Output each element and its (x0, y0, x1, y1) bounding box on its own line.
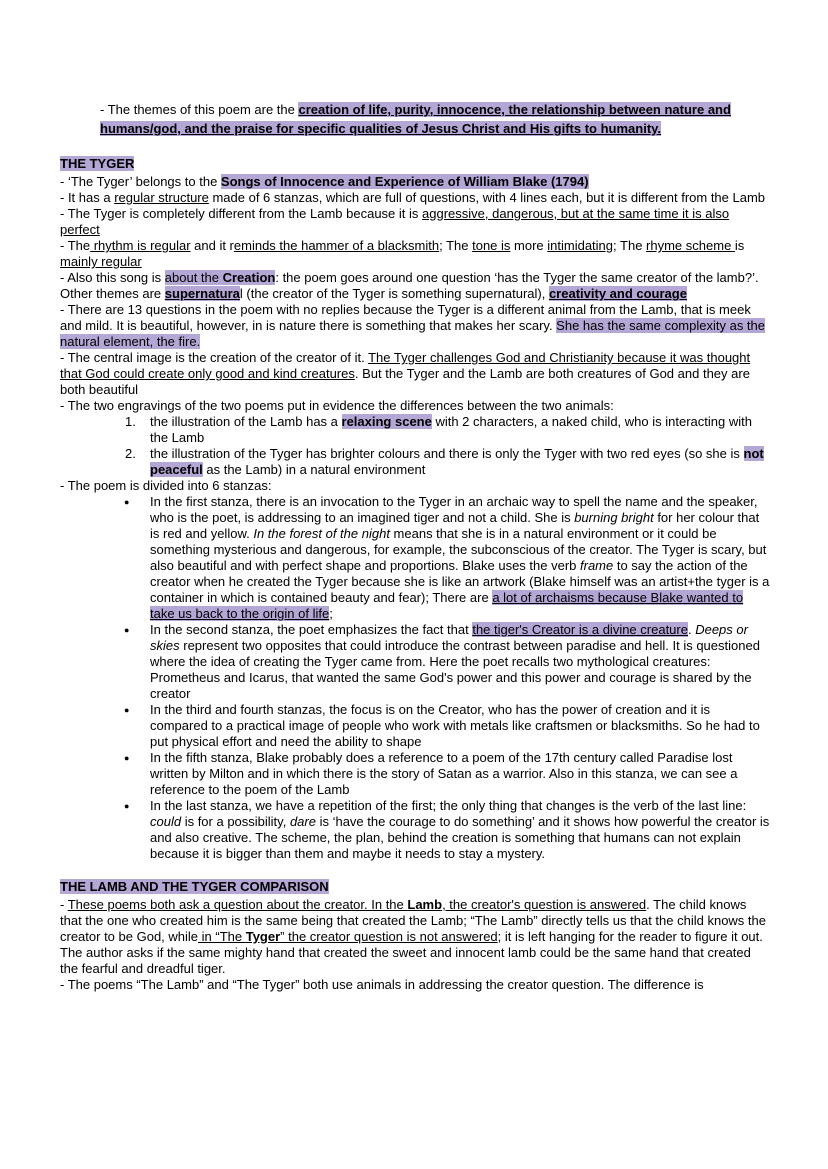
themes-paragraph: - The themes of this poem are the creation of life, purity, innocence, the relationship between nature and humans/god, and the praise for specific qualities of Jesus Christ and His gifts to humanity. (100, 102, 731, 136)
tyger-line-7: - The central image is the creation of the creator of it. The Tyger challenges God and Christianity because it was thought that God could create only good and kind creatures. But the Tyger and the Lamb are both creatures of God and they are both beautiful (60, 350, 751, 397)
tyger-line-1: - ‘The Tyger’ belongs to the Songs of Innocence and Experience of William Blake (1794) (60, 174, 589, 189)
tyger-line-6: - There are 13 questions in the poem with no replies because the Tyger is a different animal from the Lamb, that is meek and mild. It is beautiful, however, in is nature there is something that makes her scary. She has the same complexity as the natural element, the fire. (60, 302, 766, 349)
document-page (60, 100, 770, 993)
comparison-paragraph-2: - The poems “The Lamb” and “The Tyger” both use animals in addressing the creator question. The difference is (60, 977, 704, 992)
tyger-line-3: - The Tyger is completely different from the Lamb because it is aggressive, dangerous, but at the same time it is also perfect (60, 206, 730, 237)
list-item: ● In the second stanza, the poet emphasizes the fact that the tiger's Creator is a divine creature. Deeps or skies represent two opposites that could introduce the contrast between paradise and hell. It is questioned where the idea of creating the Tyger came from. Here the poet recalls two mythological creatures: Prometheus and Icarus, that wanted the same God's power and this power and courage is shared by the creator (150, 622, 770, 702)
comparison-paragraph-1: - These poems both ask a question about the creator. In the Lamb, the creator's question is answered. The child knows that the one who created him is the same being that created the Lamb; “The Lamb” directly tells us that the child knows the creator to be God, while in “The Tyger” the creator question is not answered; it is left hanging for the reader to figure it out. The author asks if the same mighty hand that created the sweet and innocent lamb could be the same hand that created the fearful and dreadful tiger. (60, 897, 766, 976)
list-item: 1. the illustration of the Lamb has a relaxing scene with 2 characters, a naked child, who is interacting with the Lamb (125, 414, 752, 445)
tyger-line-9: - The poem is divided into 6 stanzas: (60, 478, 272, 493)
tyger-line-5: - Also this song is about the Creation: the poem goes around one question ‘has the Tyger the same creator of the lamb?’. Other themes are supernatural (the creator of the Tyger is something supernatural), creativity and courage (60, 270, 759, 301)
stanzas-list (60, 494, 770, 862)
comparison-heading: THE LAMB AND THE TYGER COMPARISON (60, 879, 329, 894)
list-item: ● In the third and fourth stanzas, the focus is on the Creator, who has the power of creation and it is compared to a practical image of people who work with metals like craftsmen or blacksmiths. So he had to put physical effort and need the ability to shape (150, 702, 770, 750)
themes-highlight: creation of life, purity, innocence, the relationship between nature and humans/god, and the praise for specific qualities of Jesus Christ and His gifts to humanity. (100, 102, 731, 136)
tyger-line-4: - The rhythm is regular and it reminds the hammer of a blacksmith; The tone is more intimidating; The rhyme scheme is mainly regular (60, 238, 745, 269)
tyger-line-8: - The two engravings of the two poems put in evidence the differences between the two animals: (60, 398, 614, 413)
list-item: ● In the fifth stanza, Blake probably does a reference to a poem of the 17th century called Paradise lost written by Milton and in which there is the story of Satan as a warrior. Also in this stanza, we can see a reference to the poem of the Lamb (150, 750, 770, 798)
list-item: 2. the illustration of the Tyger has brighter colours and there is only the Tyger with two red eyes (so she is not peaceful as the Lamb) in a natural environment (125, 446, 764, 477)
tyger-line-2: - It has a regular structure made of 6 stanzas, which are full of questions, with 4 lines each, but it is different from the Lamb (60, 190, 766, 205)
tyger-heading: THE TYGER (60, 156, 135, 171)
list-item: ● In the last stanza, we have a repetition of the first; the only thing that changes is the verb of the last line: could is for a possibility, dare is ‘have the courage to do something’ and it shows how powerful the creator is and also creative. The scheme, the plan, behind the creation is something that humans can not explain because it is bigger than them and maybe it needs to stay a mystery. (150, 798, 770, 862)
list-item: ● In the first stanza, there is an invocation to the Tyger in an archaic way to spell the name and the speaker, who is the poet, is addressing to an imagined tiger and not a child. She is burning bright for her colour that is red and yellow. In the forest of the night means that she is in a natural environment or it could be something mysterious and dangerous, for example, the subconscious of the creator. The Tyger is scary, but also beautiful and with perfect shape and proportions. Blake uses the verb frame to say the action of the creator when he created the Tyger because she is like an artwork (Blake himself was an artist+the tyger is a container in which is contained beauty and fear); There are a lot of archaisms because Blake wanted to take us back to the origin of life; (150, 494, 770, 622)
engravings-list (60, 414, 770, 478)
